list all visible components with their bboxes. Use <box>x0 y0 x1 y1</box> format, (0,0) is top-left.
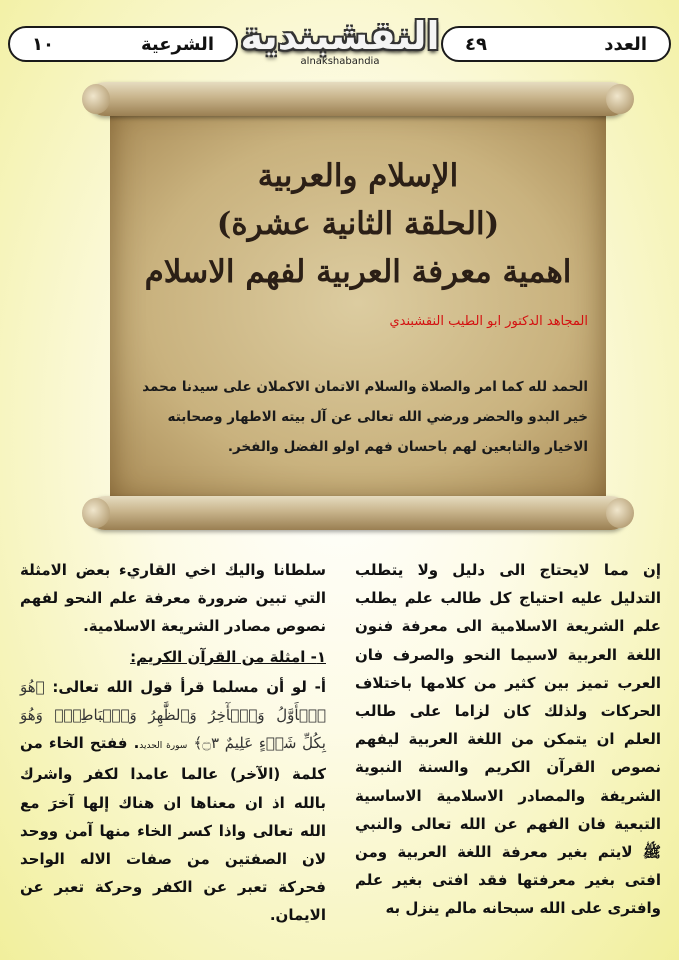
intro-paragraph: الحمد لله كما امر والصلاة والسلام الاتمان الاكملان على سيدنا محمد خير البدو والحضر ورضي الله تعالى عن آل بيته الاطهار وصحابته الاخيار والتابعين لهم باحسان فهم اولو الفضل والفخر. <box>142 379 588 455</box>
example-paragraph <box>20 673 326 930</box>
left-column <box>20 556 326 930</box>
scroll-bottom-roll <box>88 496 628 530</box>
scroll-top-roll <box>88 82 628 116</box>
quran-verse: ﴿هُوَ ٱلۡأَوَّلُ وَٱلۡأٓخِرُ وَٱلظَّٰهِرُ وَٱلۡبَاطِنُۖ وَهُوَ بِكُلِّ شَيۡءٍ عَلِيمٌ ۝٣﴾ <box>20 677 326 753</box>
section-pill <box>8 26 238 62</box>
section-subheading: ١- امثلة من القرآن الكريم: <box>130 647 326 666</box>
title-line: اهمية معرفة العربية لفهم الاسلام <box>144 254 572 290</box>
roll-end-icon <box>82 84 110 114</box>
example-explanation: . ففتح الخاء من كلمة (الآخر) عالما عامدا لكفر واشرك بالله اذ ان معناها ان هناك إلها آخرَ مع الله تعالى واذا كسر الخاء منها آمن ووحد لان الصفتين من صفات الاله الواحد فحركة تعبر عن الكفر وحركة تعبر عن الايمان. <box>20 734 326 925</box>
issue-pill <box>441 26 671 62</box>
article-title <box>118 152 598 296</box>
author-name: المجاهد الدكتور ابو الطيب النقشبندي <box>389 314 588 329</box>
roll-end-icon <box>606 84 634 114</box>
left-column-intro: سلطانا واليك اخي القاريء بعض الامثلة التي تبين ضرورة معرفة علم النحو لفهم نصوص مصادر الشريعة الاسلامية. <box>20 561 326 636</box>
issue-number: ٤٩ <box>465 33 487 55</box>
title-line: الإسلام والعربية <box>257 158 459 194</box>
issue-label: العدد <box>604 33 647 55</box>
magazine-logo <box>240 4 440 76</box>
page-header <box>0 0 679 80</box>
logo-subtitle: alnakshabandia <box>300 55 380 67</box>
section-label: الشرعية <box>140 33 214 55</box>
right-column-text: إن مما لايحتاج الى دليل ولا يتطلب التدليل عليه احتياج كل طالب علم يطلب علم الشريعة الاسلامية الى معرفة فنون اللغة العربية لاسيما النحو والصرف فان العرب تميز بين كثير من كلامها باختلاف الحركات ولذلك كان لزاما على طالب العلم ان يتمكن من اللغة العربية ليفهم نصوص القرآن الكريم والسنة النبوية الشريفة والمصادر الاسلامية الاساسية التبعية فان الفهم عن الله تعالى والنبي ﷺ لايتم بغير معرفة اللغة العربية ومن افتى بغير معرفتها فقد افتى بغير علم وافترى على الله سبحانه مالم ينزل به <box>355 561 661 918</box>
right-column <box>355 556 661 923</box>
surah-reference: سورة الحديد <box>139 741 188 752</box>
page-number: ١٠ <box>32 33 54 55</box>
title-line: (الحلقة الثانية عشرة) <box>216 206 500 242</box>
example-lead: أ- لو أن مسلما قرأ قول الله تعالى: <box>52 677 326 696</box>
logo-text: النقشبندية <box>240 13 440 58</box>
roll-end-icon <box>606 498 634 528</box>
parchment-scroll <box>88 82 628 530</box>
roll-end-icon <box>82 498 110 528</box>
